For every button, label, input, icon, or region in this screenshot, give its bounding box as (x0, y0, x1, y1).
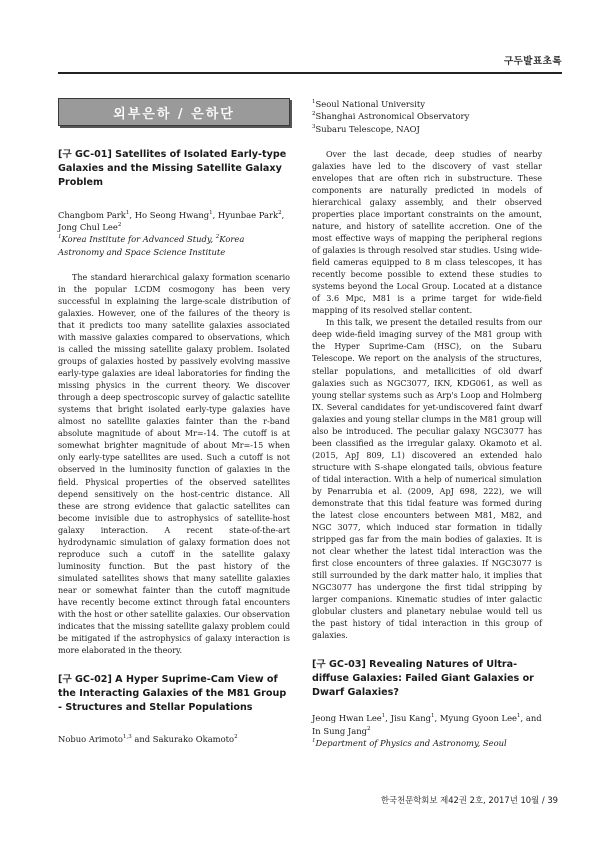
gc03-author-2-sup: 1 (431, 713, 435, 720)
right-column (312, 98, 542, 750)
gc01-affil-1-sup: 1 (58, 234, 62, 241)
gc01-author-2-sup: 1 (209, 209, 213, 216)
gc03-authors (312, 712, 542, 737)
gc01-abstract: The standard hierarchical galaxy formation scenario in the popular LCDM cosmogony has been very successful in explaining the large-scale distribution of galaxies. However, one of the failures of the theory is that it predicts too many satellite galaxies associated with massive galaxies compared to observations, which is called the missing satellite galaxy problem. Isolated groups of galaxies hosted by passively evolving massive early-type galaxies are ideal laboratories for finding the missing physics in the current theory. We discover through a deep spectroscopic survey of galactic satellite systems that bright isolated early-type galaxies have almost no satellite galaxies fainter than the r-band absolute magnitude of about Mr=-14. The cutoff is at somewhat brighter magnitude of about Mr=-15 when only early-type satellites are used. Such a cutoff is not observed in the luminosity function of galaxies in the field. Physical properties of the observed satellites depend sensitively on the host-centric distance. All these are strong evidence that galactic satellites can become invisible due to astrophysics of satellite-host galaxy interaction. A recent state-of-the-art hydrodynamic simulation of galaxy formation does not reproduce such a cutoff in the satellite galaxy luminosity function. But the past history of the simulated satellites shows that many satellite galaxies near or somewhat fainter than the cutoff magnitude have recently become extinct through fatal encounters with the host or other satellite galaxies. Our observation indicates that the missing satellite galaxy problem could be mitigated if the astrophysics of galaxy interaction is more elaborated in the theory. (58, 273, 290, 655)
gc02-affil-2-text: Shanghai Astronomical Observatory (315, 111, 470, 122)
gc03-title: [구 GC-03] Revealing Natures of Ultra-diffuse Galaxies: Failed Giant Galaxies or Dwarf Galaxies? (312, 658, 534, 699)
gc02-abstract-p2: In this talk, we present the detailed results from our deep wide-field imaging survey of the M81 group with the Hyper Suprime-Cam (HSC), on the Subaru Telescope. We report on the analysis of the structures, stellar populations, and metallicities of old dwarf galaxies such as NGC3077, IKN, KDG061, as well as young stellar systems such as Arp's Loop and Holmberg IX. Several candidates for yet-undiscovered faint dwarf galaxies and young stellar clumps in the M81 group will also be introduced. The peculiar galaxy NGC3077 has been classified as the irregular galaxy. Okamoto et al. (2015, ApJ 809, L1) discovered an extended halo structure with S-shape elongated tails, obvious feature of tidal interaction. With a help of numerical simulation by Penarrubia et al. (2009, ApJ 698, 222), we will demonstrate that this tidal feature was formed during the latest close encounters between M81, M82, and NGC 3077, which induced star formation in tidally stripped gas far from the main bodies of galaxies. It is not clear whether the latest tidal interaction was the first close encounters of three galaxies. If NGC3077 is still surrounded by the dark matter halo, it implies that NGC3077 has undergone the first tidal stripping by larger companions. Kinematic studies of inter galactic globular clusters and planetary nebulae would tell us the past history of tidal interaction in this group of galaxies. (312, 318, 542, 640)
gc03-author-3-sup: 1 (517, 713, 521, 720)
gc01-author-4-sup: 2 (117, 222, 122, 229)
gc02-affil-2 (312, 110, 542, 122)
gc02-affil-2-sup: 2 (312, 111, 316, 118)
gc03-affil-1: Department of Physics and Astronomy, Seoul (315, 738, 507, 749)
section-banner: 외부은하 / 은하단 (58, 98, 290, 126)
gc01-author-4: , Jong Chul Lee (58, 209, 285, 233)
page-footer: 한국천문학회보 제42권 2호, 2017년 10월 / 39 (380, 795, 558, 805)
gc02-affil-3-text: Subaru Telescope, NAOJ (315, 123, 420, 134)
gc01-affil-1: Korea Institute for Advanced Study, (61, 234, 216, 245)
gc02-author-2: and Sakurako Okamoto (131, 734, 235, 745)
gc01-affiliations (58, 233, 290, 258)
gc01-affil-2-sup: 2 (215, 234, 220, 241)
gc01-affil-2: Korea Astronomy and Space Science Institute (58, 234, 245, 257)
gc02-affil-3-sup: 3 (312, 124, 316, 131)
gc03-author-1: Jeong Hwan Lee (312, 713, 382, 724)
gc02-author-1: Nobuo Arimoto (58, 734, 123, 745)
journal-section-label: 구두발표초록 (503, 56, 562, 67)
gc03-author-3: , Myung Gyoon Lee (434, 713, 517, 724)
gc03-author-4: , and In Sung Jang (312, 713, 542, 736)
gc02-authors (58, 733, 290, 745)
gc01-author-3: , Hyunbae Park (212, 209, 279, 220)
gc02-author-1-sup: 1,3 (122, 734, 132, 741)
gc03-author-1-sup: 1 (381, 713, 386, 720)
gc01-title: [구 GC-01] Satellites of Isolated Early-type Galaxies and the Missing Satellite Galaxy Problem (58, 149, 287, 189)
gc03-author-4-sup: 2 (367, 726, 371, 733)
gc01-authors (58, 209, 290, 234)
gc01-author-1-sup: 1 (125, 209, 130, 216)
gc01-author-1: Changbom Park (58, 209, 126, 220)
gc03-affiliation (312, 737, 542, 749)
gc02-affil-1-sup: 1 (312, 99, 316, 106)
gc02-abstract-p1: Over the last decade, deep studies of nearby galaxies have led to the discovery of vast stellar envelopes that are often rich in substructure. These components are naturally predicted in models of hierarchical galaxy assembly, and their observed properties place important constraints on the amount, nature, and history of satellite accretion. One of the most effective ways of mapping the peripheral regions of galaxies is through resolved star studies. Using wide-field cameras equipped to 8 m class telescopes, it has recently become possible to extend these studies to systems beyond the Local Group. Located at a distance of 3.6 Mpc, M81 is a prime target for wide-field mapping of its resolved stellar content. (312, 150, 542, 316)
gc01-author-2: , Ho Seong Hwang (129, 209, 210, 220)
gc02-title: [구 GC-02] A Hyper Suprime-Cam View of the Interacting Galaxies of the M81 Group - Structures and Stellar Populations (58, 673, 287, 714)
gc03-affil-1-sup: 1 (312, 738, 316, 745)
gc02-affil-1 (312, 98, 542, 110)
gc02-author-2-sup: 2 (234, 734, 238, 741)
left-column (58, 98, 290, 746)
gc01-author-3-sup: 2 (278, 209, 282, 216)
header-rule (58, 72, 562, 74)
gc03-author-2: , Jisu Kang (385, 713, 432, 724)
gc02-affil-3 (312, 123, 542, 135)
gc02-affil-1-text: Seoul National University (315, 99, 426, 109)
